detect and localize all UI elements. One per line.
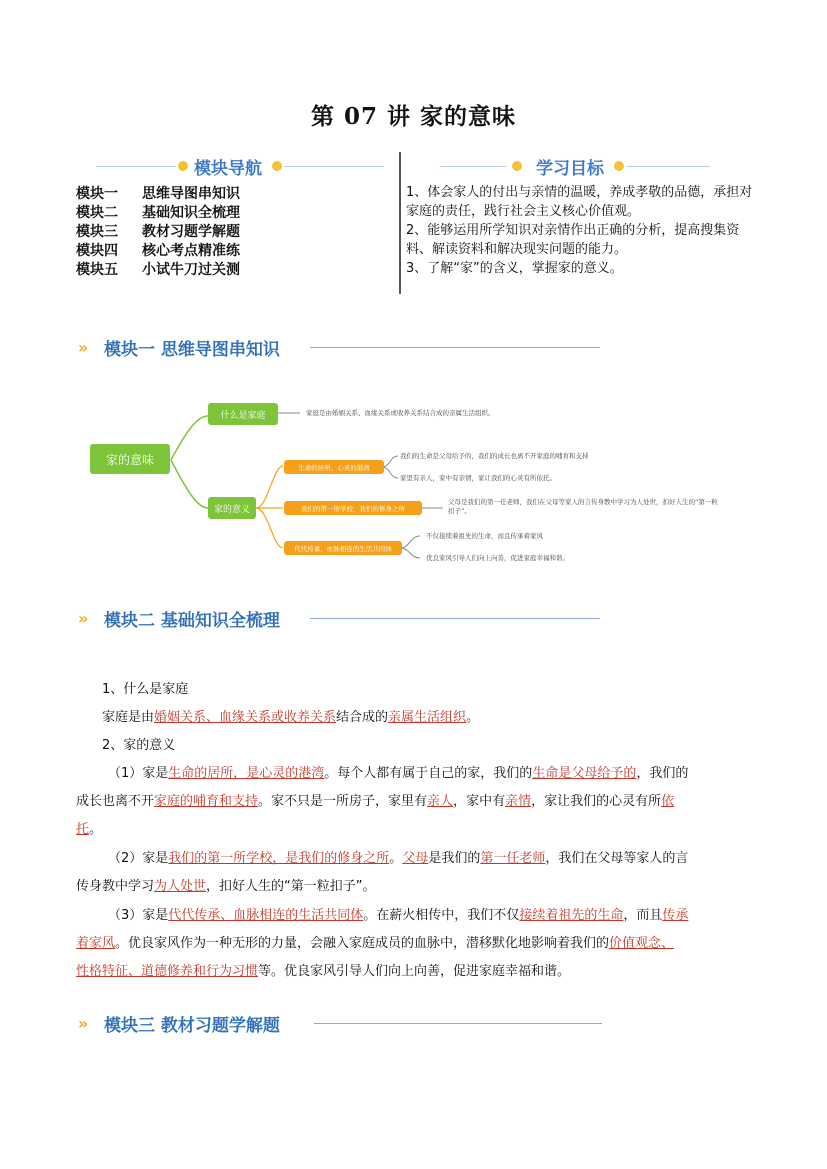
mind-map: 家的意味 什么是家庭 家庭是由婚姻关系、血缘关系或收养关系结合成的亲属生活组织。 家的意义 生命的居所、心灵的港湾 我们的生命是父母给予的，我们的成长也离不开家庭的哺育和支持 家里有亲人，家中有亲情，家让我们的心灵有所依托。 我们的第一所学校，我们的修身之所 父母是我们的第一任老师，我们在父母等家人的言传身教中学习为人处世，扣好人生的“第一粒扣子”。 代代传承、血脉相连的生活共同体 不仅接续着祖先的生命，而且传承着家风 优良家风引导人们向上向善，促进家庭幸福和谐。: [88, 398, 728, 568]
page-title: 第 07 讲 家的意味: [310, 103, 517, 130]
dot-icon: [512, 161, 522, 171]
paragraph-line: 传身教中学习为人处世，扣好人生的“第一粒扣子”。: [76, 879, 376, 894]
mindmap-what: 什么是家庭: [208, 403, 278, 425]
mindmap-branch: 代代传承、血脉相连的生活共同体: [284, 541, 402, 555]
section-heading: 1、什么是家庭: [102, 682, 189, 697]
paragraph: （3）家是代代传承、血脉相连的生活共同体。在薪火相传中，我们不仅接续着祖先的生命，而且传承: [108, 908, 689, 923]
nav-item[interactable]: 模块三 教材习题学解题: [76, 224, 240, 240]
paragraph-line: 性格特征、道德修养和行为习惯等。优良家风引导人们向上向善，促进家庭幸福和谐。: [76, 964, 571, 979]
nav-heading: 模块导航: [194, 159, 262, 179]
mindmap-root: 家的意味: [90, 444, 170, 474]
paragraph: 家庭是由婚姻关系、血缘关系或收养关系结合成的亲属生活组织。: [102, 710, 480, 725]
dot-icon: [178, 161, 188, 171]
mindmap-branch: 我们的第一所学校，我们的修身之所: [284, 501, 422, 515]
nav-item[interactable]: 模块一 思维导图串知识: [76, 186, 240, 202]
goal-item: 1、体会家人的付出与亲情的温暖，养成孝敬的品德，承担对家庭的责任，践行社会主义核心价值观。: [406, 185, 753, 219]
paragraph-line: 成长也离不开家庭的哺育和支持。家不只是一所房子，家里有亲人，家中有亲情，家让我们的心灵有所依: [76, 794, 675, 809]
nav-item[interactable]: 模块二 基础知识全梳理: [76, 205, 240, 221]
column-divider: [399, 152, 401, 294]
goal-item: 2、能够运用所学知识对亲情作出正确的分析，提高搜集资料、解读资料和解决现实问题的能力。: [406, 223, 740, 257]
goal-item: 3、了解“家”的含义，掌握家的意义。: [406, 261, 623, 276]
double-chevron-icon: »: [78, 338, 89, 357]
section-heading: 2、家的意义: [102, 738, 176, 753]
dot-icon: [272, 161, 282, 171]
goals-header: [440, 156, 740, 178]
double-chevron-icon: »: [78, 1014, 89, 1033]
nav-item[interactable]: 模块五 小试牛刀过关测: [76, 262, 240, 278]
mindmap-meaning: 家的意义: [208, 497, 256, 519]
module-heading-2: » 模块二 基础知识全梳理: [78, 606, 608, 630]
nav-list: [76, 185, 240, 280]
goals-heading: 学习目标: [536, 159, 604, 179]
double-chevron-icon: »: [78, 609, 89, 628]
module-heading-1: » 模块一 思维导图串知识: [78, 335, 608, 359]
paragraph-line: 托。: [76, 822, 103, 837]
mindmap-branch: 生命的居所、心灵的港湾: [284, 460, 384, 474]
paragraph: （2）家是我们的第一所学校，是我们的修身之所。父母是我们的第一任老师，我们在父母等家人的言: [108, 851, 689, 866]
nav-item[interactable]: 模块四 核心考点精准练: [76, 243, 240, 259]
nav-header: [96, 156, 396, 178]
goals-list: [406, 183, 756, 278]
paragraph: （1）家是生命的居所，是心灵的港湾。每个人都有属于自己的家，我们的生命是父母给予的，我们的: [108, 766, 689, 781]
module-heading-3: » 模块三 教材习题学解题: [78, 1011, 608, 1035]
paragraph-line: 着家风。优良家风作为一种无形的力量，会融入家庭成员的血脉中，潜移默化地影响着我们的价值观念、: [76, 936, 675, 951]
dot-icon: [614, 161, 624, 171]
